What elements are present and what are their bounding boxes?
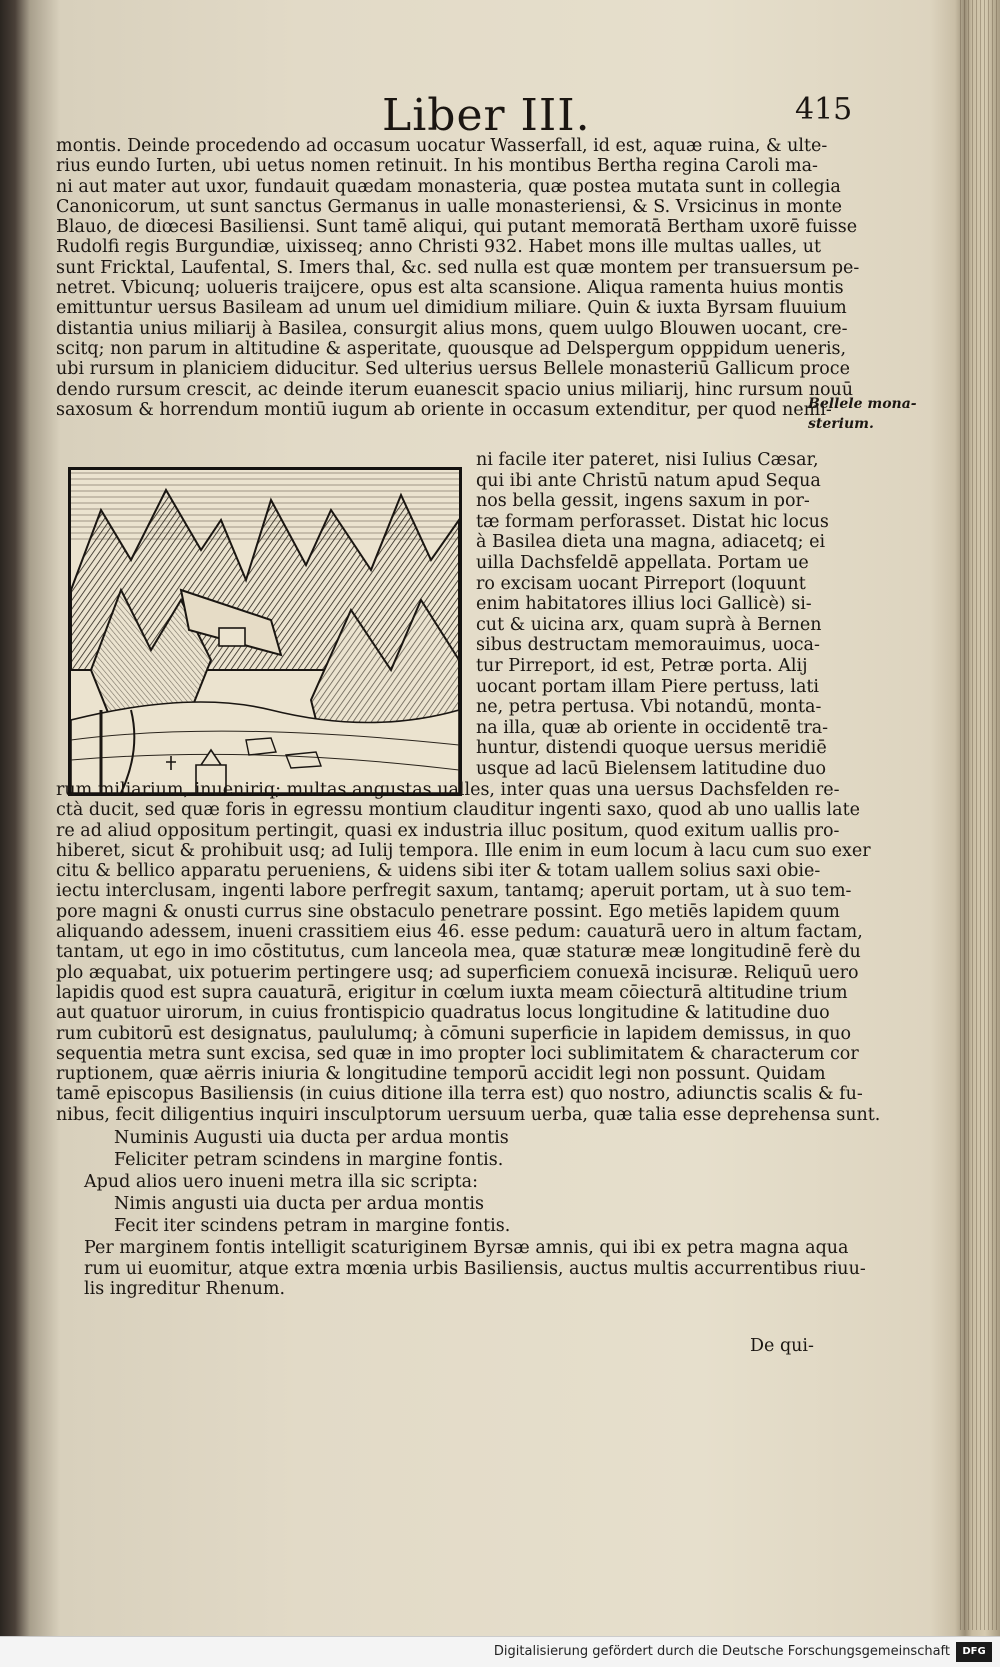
text-line: iectu interclusam, ingenti labore perfregit saxum, tantamq; aperuit portam, ut à suo tem- — [56, 881, 852, 902]
verse-line: Numinis Augusti uia ducta per ardua montis — [114, 1128, 509, 1148]
woodcut-illustration — [68, 467, 462, 796]
text-line: sibus destructam memorauimus, uoca- — [476, 635, 820, 656]
page-edges — [960, 0, 1000, 1630]
text-line: à Basilea dieta una magna, adiacetq; ei — [476, 532, 826, 553]
verse-line: Nimis angusti uia ducta per ardua montis — [114, 1194, 484, 1214]
dfg-logo-icon: DFG — [956, 1642, 992, 1662]
mountain-pass-woodcut — [71, 470, 459, 793]
text-line: pore magni & onusti currus sine obstaculo penetrare possint. Ego metiēs lapidem quum — [56, 901, 840, 922]
text-line: re ad aliud oppositum pertingit, quasi ex industria illuc positum, quod exitum uallis pro- — [56, 820, 840, 841]
text-line: ruptionem, quæ aërris iniuria & longitudine temporū accidit legi non possunt. Quidam — [56, 1064, 826, 1085]
text-line: usque ad lacū Bielensem latitudine duo — [476, 758, 826, 779]
text-line: rum miliarium, inueniriq; multas angustas ualles, inter quas una uersus Dachsfelden re- — [56, 780, 840, 800]
text-line: citu & bellico apparatu perueniens, & uidens sibi iter & totam uallem solius saxi obie- — [56, 861, 821, 882]
text-line: ctà ducit, sed quæ foris in egressu montium clauditur ingenti saxo, quod ab uno uallis late — [56, 800, 860, 821]
text-line: rum ui euomitur, atque extra mœnia urbis Basiliensis, auctus multis accurrentibus riuu- — [84, 1258, 866, 1279]
catchword: De qui- — [750, 1336, 814, 1356]
text-line: ubi rursum in planiciem diducitur. Sed ulterius uersus Bellele monasteriū Gallicum proce — [56, 359, 850, 380]
text-line: tur Pirreport, id est, Petræ porta. Alij — [476, 655, 808, 676]
text-line: rius eundo Iurten, ubi uetus nomen retinuit. In his montibus Bertha regina Caroli ma- — [56, 156, 818, 177]
text-line: na illa, quæ ab oriente in occidentē tra- — [476, 717, 829, 738]
top-paragraph — [56, 136, 859, 420]
folio-number: 415 — [795, 92, 853, 127]
text-line: sunt Fricktal, Laufental, S. Imers thal, &c. sed nulla est quæ montem per transuersum pe- — [56, 257, 860, 278]
text-line: ni facile iter pateret, nisi Iulius Cæsar, — [476, 450, 819, 470]
text-line: ro excisam uocant Pirreport (loquunt — [476, 573, 806, 594]
bottom-paragraph — [56, 780, 880, 1125]
text-line: ne, petra pertusa. Vbi notandū, monta- — [476, 697, 822, 718]
text-line: rum cubitorū est designatus, paululumq; à cōmuni superficie in lapidem demissus, in quo — [56, 1023, 852, 1044]
text-line: cut & uicina arx, quam suprà à Bernen — [476, 614, 822, 635]
text-line: emittuntur uersus Basileam ad unum uel dimidium miliare. Quin & iuxta Byrsam fluuium — [56, 298, 847, 319]
verse-line: Feliciter petram scindens in margine fontis. — [114, 1149, 504, 1170]
text-line: montis. Deinde procedendo ad occasum uocatur Wasserfall, id est, aquæ ruina, & ulte- — [56, 136, 828, 156]
text-line: tamē episcopus Basiliensis (in cuius ditione illa terra est) quo nostro, adiunctis scalis & fu- — [56, 1084, 863, 1105]
text-line: netret. Vbicunq; uolueris traijcere, opus est alta scansione. Aliqua ramenta huius montis — [56, 278, 844, 299]
text-line: huntur, distendi quoque uersus meridiē — [476, 738, 827, 759]
apud-line: Apud alios uero inueni metra illa sic scripta: — [84, 1172, 478, 1192]
text-line: saxosum & horrendum montiū iugum ab oriente in occasum extenditur, per quod nemi- — [56, 399, 832, 420]
text-line: qui ibi ante Christū natum apud Sequa — [476, 470, 821, 491]
text-line: aliquando adessem, inueni crassitiem eius 46. esse pedum: cauaturā uero in altum factam, — [56, 922, 863, 943]
text-line: nos bella gessit, ingens saxum in por- — [476, 491, 810, 512]
final-paragraph — [84, 1238, 866, 1300]
text-line: Per marginem fontis intelligit scaturiginem Byrsæ amnis, qui ibi ex petra magna aqua — [84, 1238, 849, 1258]
wrapped-paragraph — [476, 450, 829, 780]
text-line: Rudolfi regis Burgundiæ, uixisseq; anno Christi 932. Habet mons ille multas ualles, ut — [56, 237, 822, 258]
text-line: hiberet, sicut & prohibuit usq; ad Iulij tempora. Ille enim in eum locum à lacu cum suo exer — [56, 840, 871, 861]
text-line: dendo rursum crescit, ac deinde iterum euanescit spacio unius miliarij, hinc rursum nouū — [56, 379, 854, 400]
text-line: scitq; non parum in altitudine & asperitate, quousque ad Delspergum opppidum ueneris, — [56, 338, 847, 359]
text-line: aut quatuor uirorum, in cuius frontispicio quadratus locus longitudine & latitudine duo — [56, 1003, 830, 1024]
verse-inscription-2 — [114, 1194, 510, 1237]
text-line: sequentia metra sunt excisa, sed quæ in imo propter loci sublimitatem & characterum cor — [56, 1043, 859, 1064]
text-line: Blauo, de diœcesi Basiliensi. Sunt tamē aliqui, qui putant memoratā Bertham uxorē fuisse — [56, 217, 858, 238]
running-header: Liber III. — [382, 90, 591, 141]
text-line: enim habitatores illius loci Gallicè) si- — [476, 594, 812, 615]
margin-note-line: Bellele mona- — [808, 396, 917, 412]
text-line: lis ingreditur Rhenum. — [84, 1279, 286, 1299]
text-line: tantam, ut ego in imo cōstitutus, cum lanceola mea, quæ staturæ meæ longitudinē ferè du — [56, 942, 861, 963]
text-line: uilla Dachsfeldē appellata. Portam ue — [476, 552, 809, 573]
verse-line: Fecit iter scindens petram in margine fontis. — [114, 1215, 511, 1236]
digitization-footer — [0, 1636, 1000, 1667]
text-line: Canonicorum, ut sunt sanctus Germanus in ualle monasteriensi, & S. Vrsicinus in monte — [56, 196, 842, 217]
text-line: plo æquabat, uix potuerim pertingere usq; ad superficiem conuexā incisuræ. Reliquū uero — [56, 962, 859, 983]
margin-note-line: sterium. — [808, 416, 874, 432]
verse-inscription-1 — [114, 1128, 509, 1171]
text-line: ni aut mater aut uxor, fundauit quædam monasteria, quæ postea mutata sunt in collegia — [56, 176, 841, 197]
text-line: distantia unius miliarij à Basilea, consurgit alius mons, quem uulgo Blouwen uocant, cre- — [56, 318, 848, 339]
margin-note — [808, 394, 917, 434]
text-line: lapidis quod est supra cauaturā, erigitur in cœlum iuxta meam cōiecturā altitudine trium — [56, 982, 848, 1003]
text-line: tæ formam perforasset. Distat hic locus — [476, 511, 829, 532]
text-line: nibus, fecit diligentius inquiri insculptorum uersuum uerba, quæ talia esse deprehensa sunt. — [56, 1104, 881, 1125]
footer-credit: Digitalisierung gefördert durch die Deutsche Forschungsgemeinschaft — [493, 1644, 950, 1659]
text-line: uocant portam illam Piere pertuss, lati — [476, 676, 820, 697]
